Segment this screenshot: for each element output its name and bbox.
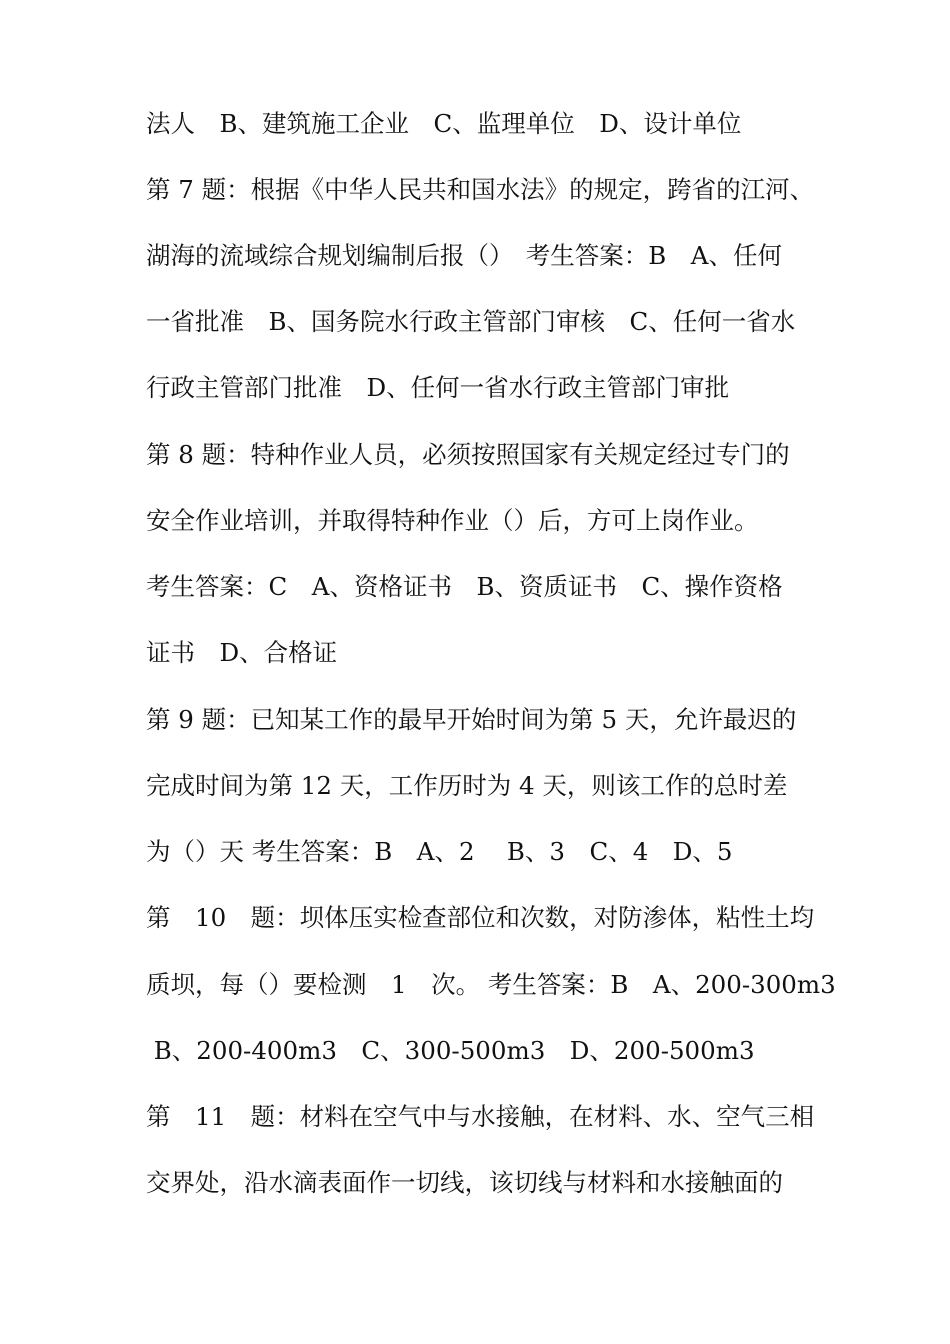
text-line: 第 11 题：材料在空气中与水接触，在材料、水、空气三相 xyxy=(146,1102,815,1131)
text-line: 湖海的流域综合规划编制后报（） 考生答案：B A、任何 xyxy=(146,241,782,270)
text-line: 为（）天 考生答案：B A、2 B、3 C、4 D、5 xyxy=(146,837,733,866)
text-line: 一省批准 B、国务院水行政主管部门审核 C、任何一省水 xyxy=(146,307,796,336)
text-line: 法人 B、建筑施工企业 C、监理单位 D、设计单位 xyxy=(146,109,742,138)
text-line: B、200-400m3 C、300-500m3 D、200-500m3 xyxy=(146,1036,755,1065)
text-line: 第 8 题：特种作业人员，必须按照国家有关规定经过专门的 xyxy=(146,440,790,469)
text-line: 考生答案：C A、资格证书 B、资质证书 C、操作资格 xyxy=(146,572,783,601)
text-line: 交界处，沿水滴表面作一切线，该切线与材料和水接触面的 xyxy=(146,1168,783,1197)
text-line: 完成时间为第 12 天，工作历时为 4 天，则该工作的总时差 xyxy=(146,771,788,800)
text-line: 证书 D、合格证 xyxy=(146,638,338,667)
text-line: 第 10 题：坝体压实检查部位和次数，对防渗体，粘性土均 xyxy=(146,903,815,932)
text-line: 安全作业培训，并取得特种作业（）后，方可上岗作业。 xyxy=(146,506,759,535)
text-line: 质坝，每（）要检测 1 次。 考生答案：B A、200-300m3 xyxy=(146,970,836,999)
text-line: 行政主管部门批准 D、任何一省水行政主管部门审批 xyxy=(146,373,730,402)
text-line: 第 7 题：根据《中华人民共和国水法》的规定，跨省的江河、 xyxy=(146,175,815,204)
text-line: 第 9 题：已知某工作的最早开始时间为第 5 天，允许最迟的 xyxy=(146,705,797,734)
